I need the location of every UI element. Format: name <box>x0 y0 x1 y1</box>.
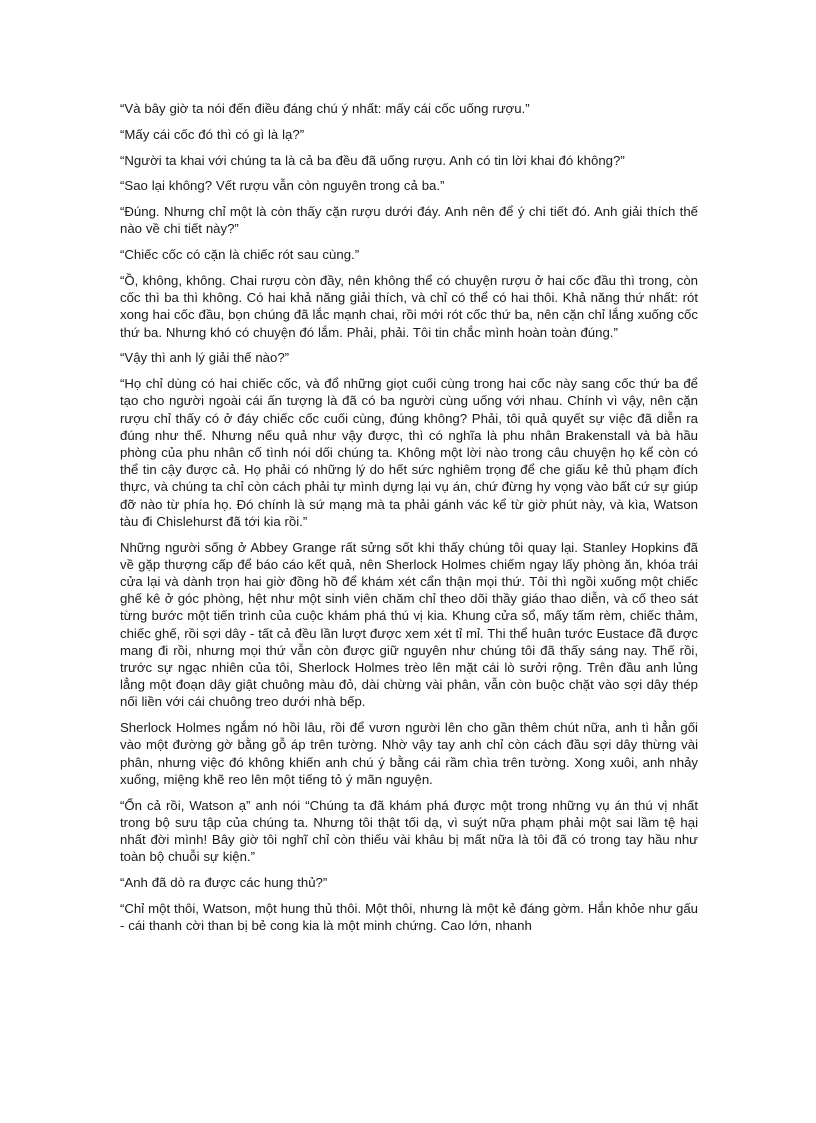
paragraph-7: “Ồ, không, không. Chai rượu còn đầy, nên không thể có chuyện rượu ở hai cốc đầu thì trong, còn cốc thì ba thì không. Có hai khả năng giải thích, và chỉ có thể có hai thôi. Khả năng thứ nhất: rót xong hai cốc đầu, bọn chúng đã lắc mạnh chai, rồi mới rót cốc thứ ba, nên cặn chỉ lắng xuống cốc thứ ba. Nhưng khó có chuyện đó lắm. Phải, phải. Tôi tin chắc mình hoàn toàn đúng.” <box>120 272 698 340</box>
paragraph-6: “Chiếc cốc có cặn là chiếc rót sau cùng.” <box>120 247 360 263</box>
paragraph-4: “Sao lại không? Vết rượu vẫn còn nguyên trong cả ba.” <box>120 178 445 194</box>
paragraph-3: “Người ta khai với chúng ta là cả ba đều đã uống rượu. Anh có tin lời khai đó không?” <box>120 152 625 168</box>
paragraph-13: “Anh đã dò ra được các hung thủ?” <box>120 875 328 891</box>
paragraph-14: “Chỉ một thôi, Watson, một hung thủ thôi. Một thôi, nhưng là một kẻ đáng gờm. Hắn khỏe như gấu - cái thanh cời than bị bẻ cong kia là một minh chứng. Cao lớn, nhanh <box>120 900 698 934</box>
paragraph-10: Những người sống ở Abbey Grange rất sửng sốt khi thấy chúng tôi quay lại. Stanley Hopkins đã về gặp thượng cấp để báo cáo kết quả, nên Sherlock Holmes chiếm ngay lấy phòng ăn, khóa trái cửa lại và dành trọn hai giờ đồng hồ để khám xét cẩn thận mọi thứ. Tôi thì ngồi xuống một chiếc ghế kê ở góc phòng, hệt như một sinh viên chăm chỉ theo dõi thầy giáo thao diễn, và cố theo sát từng bước một tiến trình của cuộc khám phá thú vị kia. Khung cửa sổ, mấy tấm rèm, chiếc thảm, chiếc ghế, rồi sợi dây - tất cả đều lần lượt được xem xét tỉ mỉ. Thi thể huân tước Eustace đã được mang đi rồi, nhưng mọi thứ vẫn còn được giữ nguyên như chúng tôi đã thấy sáng nay. Thế rồi, trước sự ngạc nhiên của tôi, Sherlock Holmes trèo lên mặt cái lò sưởi rộng. Trên đầu anh lủng lẳng một đoạn dây giật chuông màu đỏ, dài chừng vài phân, vẫn còn buộc chặt vào sợi dây thép nối liền với cái chuông treo dưới nhà bếp. <box>120 539 698 710</box>
document-page <box>120 100 698 943</box>
paragraph-5: “Đúng. Nhưng chỉ một là còn thấy cặn rượu dưới đáy. Anh nên để ý chi tiết đó. Anh giải thích thế nào về chi tiết này?” <box>120 204 698 237</box>
paragraph-12: “Ổn cả rồi, Watson ạ” anh nói “Chúng ta đã khám phá được một trong những vụ án thú vị nhất trong bộ sưu tập của chúng ta. Nhưng tôi thật tối dạ, vì suýt nữa phạm phải một sai lầm tệ hại nhất đời mình! Bây giờ tôi nghĩ chỉ còn thiếu vài khâu bị mất nữa là tôi đã có trong tay hầu như toàn bộ chuỗi sự kiện.” <box>120 797 698 865</box>
paragraph-1: “Và bây giờ ta nói đến điều đáng chú ý nhất: mấy cái cốc uống rượu.” <box>120 101 530 116</box>
paragraph-11: Sherlock Holmes ngắm nó hồi lâu, rồi để vươn người lên cho gần thêm chút nữa, anh tì hẳn gối vào một đường gờ bằng gỗ áp trên tường. Nhờ vậy tay anh chỉ còn cách đầu sợi dây thừng vài phân, nhưng việc đó không khiến anh chú ý bằng cái rầm chìa trên tường. Xong xuôi, anh nhảy xuống, miệng khẽ reo lên một tiếng tỏ ý mãn nguyện. <box>120 720 698 787</box>
paragraph-8: “Vậy thì anh lý giải thế nào?” <box>120 350 290 366</box>
paragraph-9: “Họ chỉ dùng có hai chiếc cốc, và đổ những giọt cuối cùng trong hai cốc này sang cốc thứ ba để tạo cho người ngoài cái ấn tượng là đã có ba người cùng uống với nhau. Chính vì vậy, nên cặn rượu chỉ thấy có ở đáy chiếc cốc cuối cùng, đúng không? Phải, tôi quả quyết sự việc đã diễn ra đúng như thế. Nhưng nếu quả như vậy được, thì có nghĩa là phu nhân Brakenstall và bà hầu phòng của phu nhân cố tình nói dối chúng ta. Không một lời nào trong câu chuyện họ kể còn có thể tin cậy được cả. Họ phải có những lý do hết sức nghiêm trọng để che giấu kẻ thủ phạm đích thực, và chúng ta chỉ còn cách phải tự mình dựng lại vụ án, chứ đừng hy vọng vào bất cứ sự giúp đỡ nào từ phía họ. Đó chính là sứ mạng mà ta phải gánh vác kể từ giờ phút này, và kìa, Watson tàu đi Chislehurst đã tới kia rồi.” <box>120 376 698 529</box>
paragraph-2: “Mấy cái cốc đó thì có gì là lạ?” <box>120 126 305 142</box>
